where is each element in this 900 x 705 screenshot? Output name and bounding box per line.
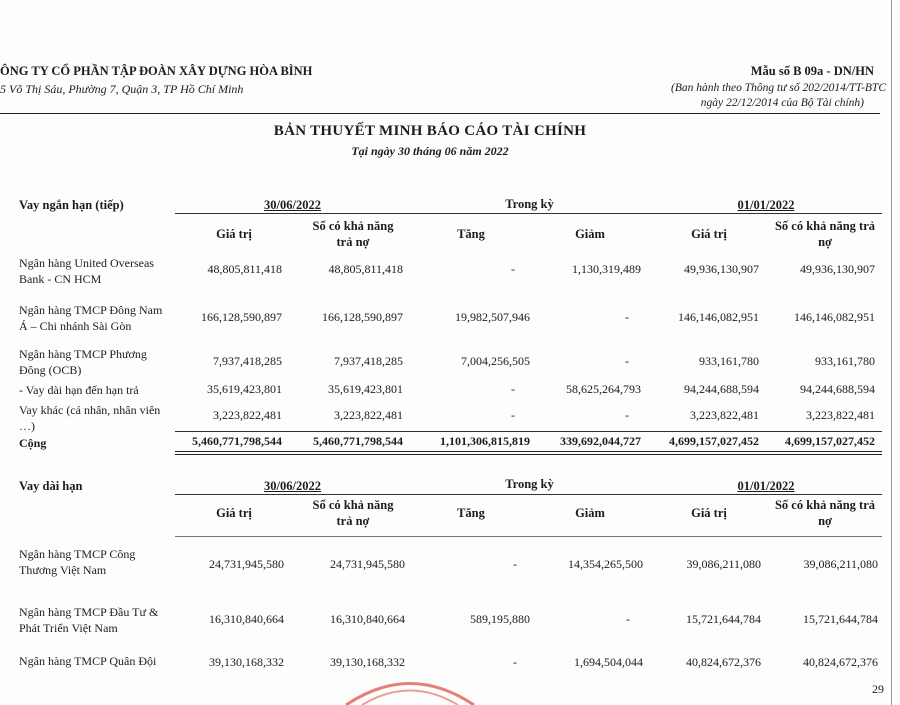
lt-cell: 15,721,644,784 (686, 612, 761, 626)
st-cell: 3,223,822,481 (690, 408, 759, 422)
st-cell: 58,625,264,793 (566, 382, 641, 396)
lt-col-value-2: Giá trị (691, 506, 727, 520)
lt-cell: 16,310,840,664 (330, 612, 405, 626)
st-cell: 7,937,418,285 (213, 354, 282, 368)
lt-cell: - (626, 612, 630, 626)
st-in-period: Trong kỳ (505, 197, 554, 211)
st-col-value-2: Giá trị (691, 227, 727, 241)
st-cell: 1,130,319,489 (572, 262, 641, 276)
lt-cell: 40,824,672,376 (686, 655, 761, 669)
st-total-label: Cộng (19, 436, 47, 450)
lt-row-label: Ngân hàng TMCP Quân Đội (19, 654, 157, 668)
st-cell: - (625, 354, 629, 368)
st-cell: - (511, 262, 515, 276)
st-cell: 94,244,688,594 (800, 382, 875, 396)
st-col-increase: Tăng (457, 227, 485, 241)
lt-cell: 15,721,644,784 (803, 612, 878, 626)
lt-cell: 1,694,504,044 (574, 655, 643, 669)
st-cell: - (511, 382, 515, 396)
st-row-label: Vay khác (cá nhân, nhân viên …) (19, 403, 161, 433)
lt-col-repayable-2: Số có khả năng trả nợ (774, 498, 876, 528)
lt-cell: 16,310,840,664 (209, 612, 284, 626)
lt-period-end: 30/06/2022 (264, 479, 321, 493)
st-row-label: Ngân hàng United Overseas Bank - CN HCM (19, 256, 154, 286)
form-note-1: (Ban hành theo Thông tư số 202/2014/TT-BTC (671, 82, 886, 94)
short-term-title: Vay ngắn hạn (tiếp) (19, 198, 124, 212)
lt-cell: - (513, 655, 517, 669)
lt-cell: 589,195,880 (470, 612, 530, 626)
page-edge (891, 0, 892, 705)
document-subtitle: Tại ngày 30 tháng 06 năm 2022 (351, 144, 509, 158)
st-row-label: Ngân hàng TMCP Phương Đông (OCB) (19, 347, 147, 377)
st-row-label: - Vay dài hạn đến hạn trả (19, 383, 139, 397)
lt-col-value: Giá trị (216, 506, 252, 520)
lt-col-increase: Tăng (457, 506, 485, 520)
lt-cell: 39,086,211,080 (686, 557, 761, 571)
st-header-rule (175, 213, 882, 214)
st-total-cell: 1,101,306,815,819 (440, 434, 530, 448)
st-col-repayable-2: Số có khả năng trả nợ (774, 219, 876, 249)
lt-cell: 40,824,672,376 (803, 655, 878, 669)
lt-period-start: 01/01/2022 (737, 479, 795, 493)
st-period-start: 01/01/2022 (737, 198, 795, 212)
lt-subheader-rule (175, 536, 882, 537)
lt-row-label: Ngân hàng TMCP Công Thương Việt Nam (19, 547, 136, 577)
st-total-double-rule (175, 451, 882, 455)
form-code: Mẫu số B 09a - DN/HN (750, 64, 874, 78)
lt-in-period: Trong kỳ (505, 477, 554, 491)
page-number: 29 (872, 682, 884, 696)
long-term-title: Vay dài hạn (19, 479, 83, 493)
st-col-decrease: Giảm (575, 227, 605, 241)
st-col-value: Giá trị (216, 227, 252, 241)
lt-cell: 39,130,168,332 (209, 655, 284, 669)
st-cell: 49,936,130,907 (800, 262, 875, 276)
st-total-cell: 5,460,771,798,544 (313, 434, 403, 448)
st-cell: 7,004,256,505 (461, 354, 530, 368)
st-cell: 166,128,590,897 (201, 310, 282, 324)
header-rule (0, 113, 880, 114)
company-name: ÔNG TY CỔ PHẦN TẬP ĐOÀN XÂY DỰNG HÒA BÌNH (0, 64, 313, 78)
st-col-repayable: Số có khả năng trả nợ (312, 219, 394, 249)
lt-col-repayable: Số có khả năng trả nợ (312, 498, 394, 528)
st-cell: 19,982,507,946 (455, 310, 530, 324)
st-row-label: Ngân hàng TMCP Đông Nam Á – Chi nhánh Sài Gòn (19, 303, 163, 333)
company-address: 5 Võ Thị Sáu, Phường 7, Quận 3, TP Hồ Chí Minh (0, 82, 244, 96)
st-cell: 933,161,780 (815, 354, 875, 368)
lt-header-rule (175, 494, 882, 495)
document-title: BẢN THUYẾT MINH BÁO CÁO TÀI CHÍNH (273, 123, 587, 139)
st-total-cell: 4,699,157,027,452 (785, 434, 875, 448)
lt-cell: 14,354,265,500 (568, 557, 643, 571)
st-cell: 94,244,688,594 (684, 382, 759, 396)
st-cell: 48,805,811,418 (207, 262, 282, 276)
lt-cell: 39,086,211,080 (803, 557, 878, 571)
stamp-fragment (340, 668, 480, 705)
st-total-rule (175, 431, 882, 432)
st-cell: 48,805,811,418 (328, 262, 403, 276)
st-cell: 7,937,418,285 (334, 354, 403, 368)
st-total-cell: 5,460,771,798,544 (192, 434, 282, 448)
st-total-cell: 339,692,044,727 (560, 434, 641, 448)
lt-cell: 24,731,945,580 (209, 557, 284, 571)
st-cell: 3,223,822,481 (213, 408, 282, 422)
st-cell: - (625, 310, 629, 324)
st-cell: 35,619,423,801 (328, 382, 403, 396)
st-cell: 146,146,082,951 (678, 310, 759, 324)
form-note-2: ngày 22/12/2014 của Bộ Tài chính) (700, 97, 864, 109)
st-cell: 3,223,822,481 (334, 408, 403, 422)
lt-cell: - (513, 557, 517, 571)
st-cell: - (511, 408, 515, 422)
st-cell: 3,223,822,481 (806, 408, 875, 422)
st-cell: 933,161,780 (699, 354, 759, 368)
lt-cell: 39,130,168,332 (330, 655, 405, 669)
st-cell: 166,128,590,897 (322, 310, 403, 324)
lt-col-decrease: Giảm (575, 506, 605, 520)
lt-row-label: Ngân hàng TMCP Đầu Tư & Phát Triển Việt Nam (19, 605, 159, 635)
st-total-cell: 4,699,157,027,452 (669, 434, 759, 448)
st-period-end: 30/06/2022 (264, 198, 321, 212)
st-cell: 35,619,423,801 (207, 382, 282, 396)
lt-cell: 24,731,945,580 (330, 557, 405, 571)
st-cell: - (625, 408, 629, 422)
st-cell: 49,936,130,907 (684, 262, 759, 276)
st-cell: 146,146,082,951 (794, 310, 875, 324)
